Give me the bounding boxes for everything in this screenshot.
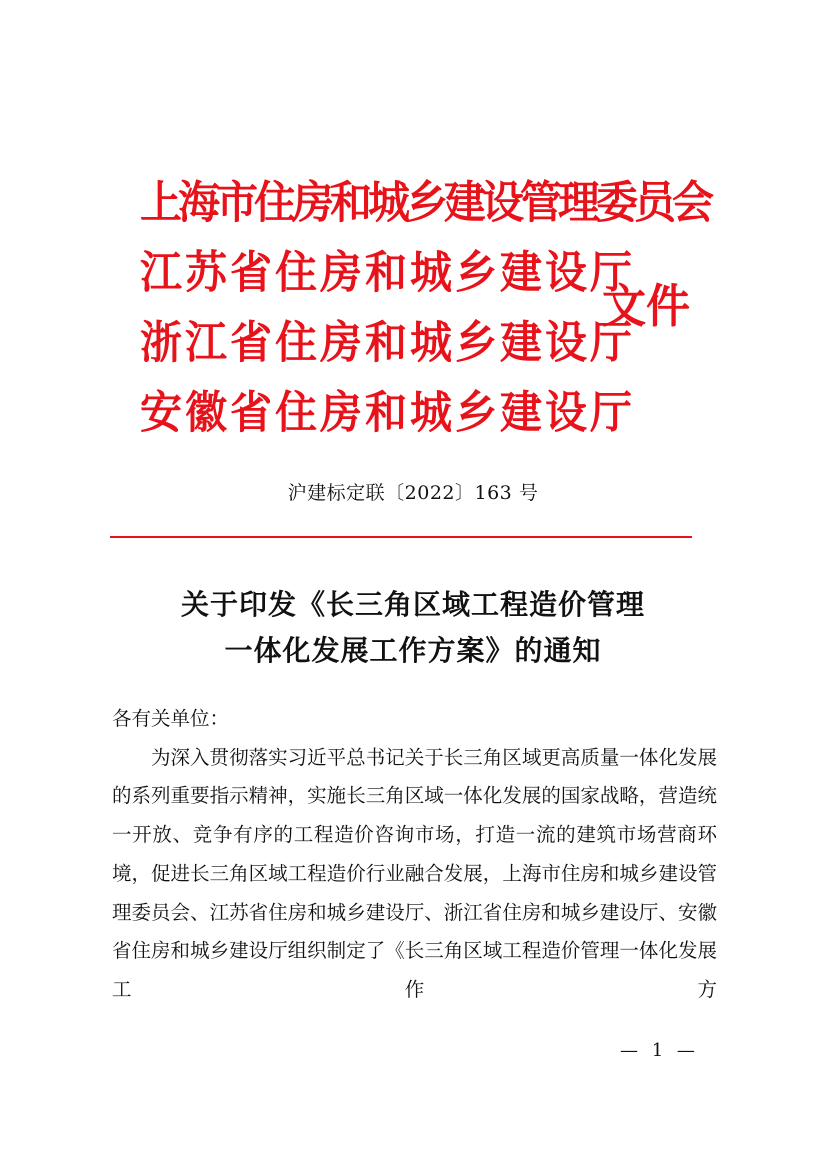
title-line-1: 关于印发《长三角区域工程造价管理: [180, 588, 645, 621]
document-number: 沪建标定联〔2022〕163 号: [287, 482, 539, 504]
body-paragraph: 为深入贯彻落实习近平总书记关于长三角区域更高质量一体化发展的系列重要指示精神，实施长三角区域一体化发展的国家战略，营造统一开放、竞争有序的工程造价咨询市场，打造一流的建筑市场营商环境，促进长三角区域工程造价行业融合发展，上海市住房和城乡建设管理委员会、江苏省住房和城乡建设厅、浙江省住房和城乡建设厅、安徽省住房和城乡建设厅组织制定了《长三角区域工程造价管理一体化发展工作方: [112, 745, 717, 1001]
issuer-shanghai: 上海市住房和城乡建设管理委员会: [140, 176, 711, 229]
issuer-zhejiang: 浙江省住房和城乡建设厅: [140, 316, 636, 369]
issuer-anhui: 安徽省住房和城乡建设厅: [140, 386, 636, 439]
red-divider: [110, 536, 692, 538]
notice-title: [0, 582, 826, 674]
document-label: 文件: [602, 279, 690, 334]
issuer-jiangsu: 江苏省住房和城乡建设厅: [140, 246, 636, 299]
salutation: 各有关单位：: [112, 707, 230, 730]
page-number: — 1 —: [620, 1040, 699, 1061]
title-line-2: 一体化发展工作方案》的通知: [224, 634, 602, 667]
notice-body: [112, 700, 717, 1010]
